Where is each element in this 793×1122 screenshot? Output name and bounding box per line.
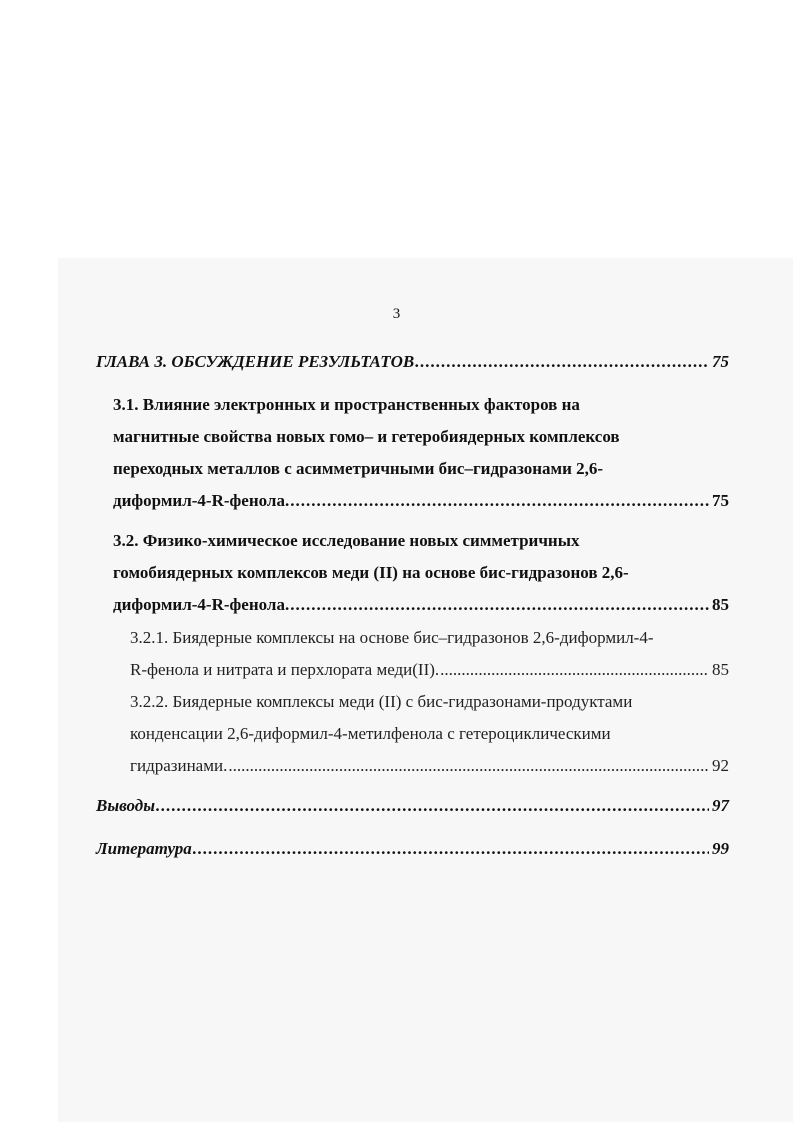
- toc-entry-title: Литература: [96, 839, 192, 858]
- toc-entry-title: диформил-4-R-фенола.: [113, 595, 290, 614]
- leader-dots: [290, 485, 709, 517]
- page-number: 3: [392, 306, 401, 322]
- toc-entry-title: диформил-4-R-фенола.: [113, 491, 290, 510]
- leader-dots: [290, 589, 709, 621]
- toc-entry-title: Выводы: [96, 796, 156, 815]
- toc-entry-line: магнитные свойства новых гомо– и гетеробиядерных комплексов: [113, 427, 620, 446]
- leader-dots: [415, 346, 709, 378]
- toc-entry-page: 85: [712, 595, 729, 614]
- toc-entry-line: конденсации 2,6-диформил-4-метилфенола с гетероциклическими: [130, 724, 611, 743]
- toc-entry-line: переходных металлов с асимметричными бис–гидразонами 2,6-: [113, 459, 604, 478]
- leader-dots: [193, 833, 709, 865]
- toc-entry-page: 92: [712, 756, 729, 775]
- toc-entry-page: 75: [712, 491, 729, 510]
- toc-entry-line: 3.1. Влияние электронных и пространственных факторов на: [113, 395, 580, 414]
- toc-entry-conclusions[interactable]: [96, 790, 729, 822]
- toc-entry-line: 3.2.2. Биядерные комплексы меди (II) с бис-гидразонами-продуктами: [130, 692, 633, 711]
- leader-dots: [440, 654, 709, 686]
- toc-entry-line: 3.2.1. Биядерные комплексы на основе бис–гидразонов 2,6-диформил-4-: [130, 628, 654, 647]
- toc-entry-page: 97: [712, 796, 729, 815]
- leader-dots: [156, 790, 709, 822]
- toc-entry-subsection-3-2-1[interactable]: [130, 622, 729, 686]
- toc-entry-title: ГЛАВА 3. ОБСУЖДЕНИЕ РЕЗУЛЬТАТОВ: [96, 352, 415, 371]
- toc-entry-line: гомобиядерных комплексов меди (II) на основе бис-гидразонов 2,6-: [113, 563, 629, 582]
- toc-entry-subsection-3-2-2[interactable]: [130, 686, 729, 782]
- toc-entry-section-3-2[interactable]: [113, 525, 729, 621]
- toc-entry-page: 85: [712, 660, 729, 679]
- toc-entry-page: 75: [712, 352, 729, 371]
- toc-entry-title: R-фенола и нитрата и перхлората меди(II).: [130, 660, 440, 679]
- toc-entry-page: 99: [712, 839, 729, 858]
- leader-dots: [228, 750, 709, 782]
- toc-entry-chapter-3[interactable]: [96, 346, 729, 378]
- toc-entry-references[interactable]: [96, 833, 729, 865]
- toc-entry-title: гидразинами.: [130, 756, 228, 775]
- toc-entry-section-3-1[interactable]: [113, 389, 729, 517]
- toc-entry-line: 3.2. Физико-химическое исследование новых симметричных: [113, 531, 580, 550]
